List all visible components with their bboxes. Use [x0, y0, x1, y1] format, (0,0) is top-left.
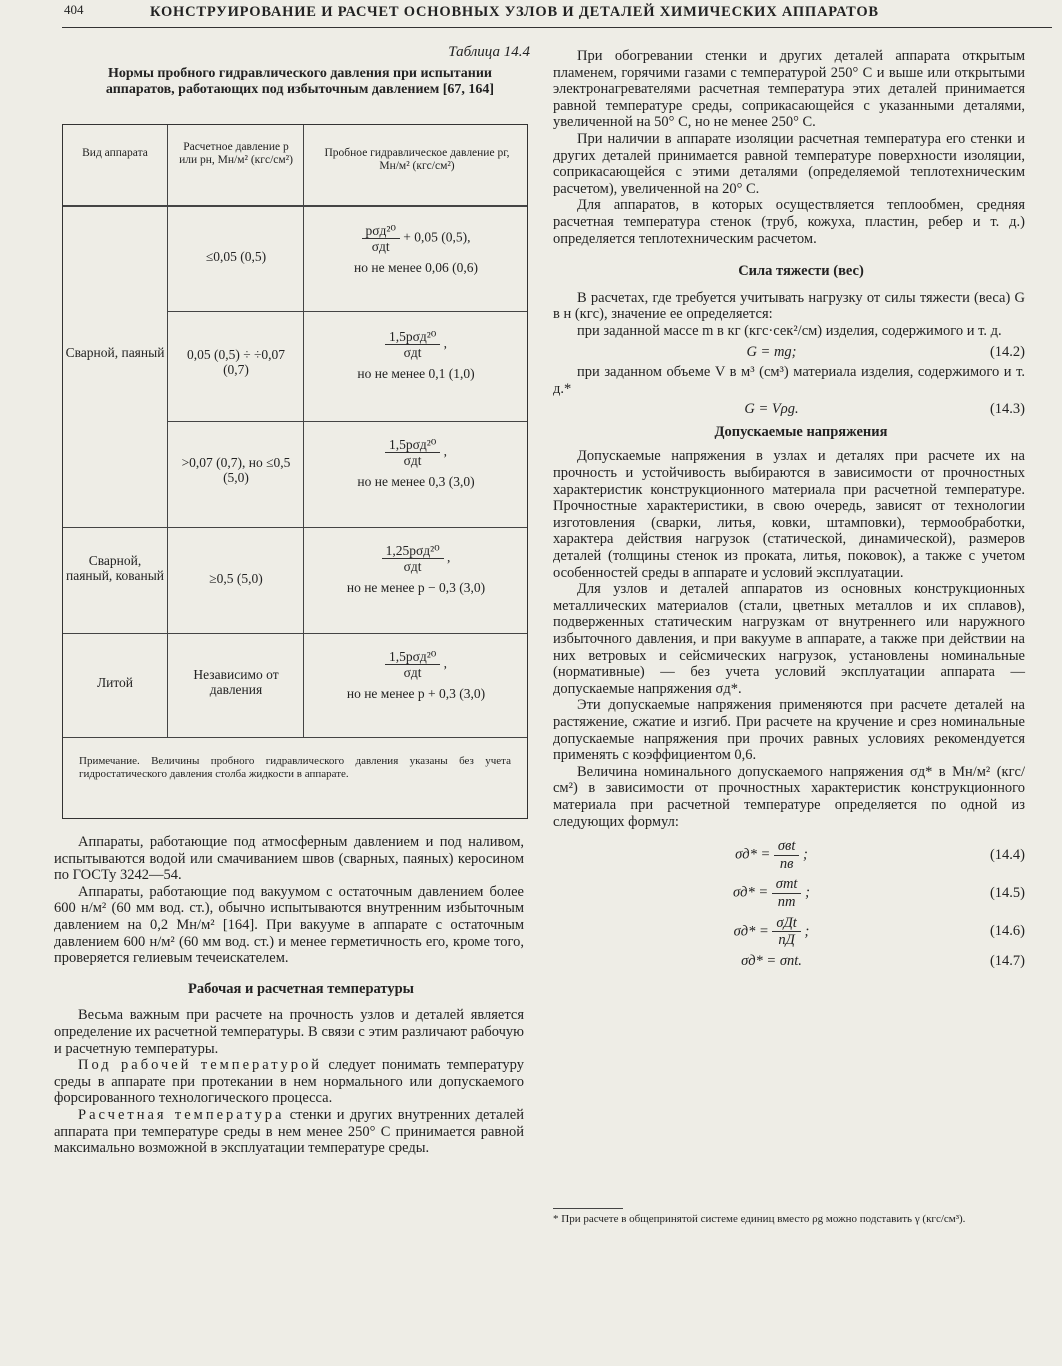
formula-fraction: $\frac{\text{1,25pσд²⁰}}{\text{σдt}}$	[382, 543, 444, 574]
equation-14-7: σд* = σпt. (14.7)	[741, 952, 1025, 969]
page-number: 404	[64, 2, 84, 17]
paragraph: Расчетная температура стенки и других внутренних деталей аппарата при температуре среды в нем менее 250° С принимается равной максимально возможной в эксплуатации температуре среды.	[54, 1106, 524, 1157]
design-pressure-4: ≥0,5 (5,0)	[209, 571, 263, 586]
formula-fraction: $\frac{\text{1,5pσд²⁰}}{\text{σдt}}$	[385, 329, 440, 360]
formula-fraction: $\frac{\text{1,5pσд²⁰}}{\text{σдt}}$	[385, 649, 440, 680]
row-divider	[63, 527, 527, 528]
formula-fraction: $\frac{\text{pσд²⁰}}{\text{σдt}}$	[362, 223, 400, 254]
design-pressure-2: 0,05 (0,5) ÷ ÷0,07 (0,7)	[186, 347, 286, 377]
type-welded: Сварной, паяный	[65, 345, 165, 360]
test-pressure-1: $\frac{\text{pσд²⁰}}{\text{σдt}}$ + 0,05 (0,5), но не менее 0,06 (0,6)	[354, 223, 478, 275]
table-note: Примечание. Величины пробного гидравлического давления указаны без учета гидростатического давления столба жидкости в аппарате.	[79, 755, 511, 780]
row-divider	[63, 633, 527, 634]
table-bottom-rule	[63, 737, 527, 738]
paragraph: Величина номинального допускаемого напряжения σд* в Мн/м² (кгс/см²) в зависимости от прочностных характеристик конструкционного материала при расчетной температуре определяется по одной из следующих формул:	[553, 763, 1025, 830]
equation-14-5: σд* = $\frac{\text{σтt}}{nт}$ ; (14.5)	[733, 876, 1025, 910]
row-divider	[167, 311, 527, 312]
paragraph: Под рабочей температурой следует понимать температуру среды в аппарате при протекании в нем нормального или допускаемого форсированного технологического процесса.	[54, 1057, 524, 1107]
footnote: * При расчете в общепринятой системе единиц вместо ρg можно подставить γ (кгс/см³).	[553, 1208, 1025, 1226]
col-divider	[303, 125, 304, 737]
header-design-pressure: Расчетное давление p или pн, Мн/м² (кгс/см²)	[179, 141, 293, 166]
pressure-table	[62, 124, 528, 819]
test-pressure-2: $\frac{\text{1,5pσд²⁰}}{\text{σдt}}$ , но не менее 0,1 (1,0)	[357, 329, 475, 381]
left-column-text	[54, 834, 524, 1157]
section-heading: Допускаемые напряжения	[714, 423, 888, 440]
type-forged: Сварной, паяный, кованый	[65, 553, 165, 583]
paragraph: Для узлов и деталей аппаратов из основных конструкционных металлических материалов (стали, цветных металлов и их сплавов), подверженных статическим нагрузкам от внутреннего или наружного избыточного давления, и при вакууме в аппарате, а также при действии на них ветровых и сейсмических нагрузок, установлены номинальные (нормативные) — без учета условий эксплуатации аппарата — допускаемые напряжения σд*.	[553, 581, 1025, 697]
paragraph: Весьма важным при расчете на прочность узлов и деталей является определение их расчетной температуры. В связи с этим различают рабочую и расчетную температуры.	[54, 1007, 524, 1057]
right-column-text	[553, 48, 1025, 973]
row-divider	[167, 421, 527, 422]
section-heading: Рабочая и расчетная температуры	[188, 980, 414, 997]
equation-14-4: σд* = $\frac{\text{σвt}}{nв}$ ; (14.4)	[735, 838, 1025, 872]
formula-fraction: $\frac{\text{1,5pσд²⁰}}{\text{σдt}}$	[385, 437, 440, 468]
header-divider	[63, 205, 527, 207]
paragraph: при заданном объеме V в м³ (см³) материала изделия, содержимого и т. д.*	[553, 364, 1025, 397]
paragraph: Допускаемые напряжения в узлах и деталях при расчете их на прочность и устойчивость выбираются в зависимости от прочностных характеристик конструкционного материала при расчетной температуре. Прочностные характеристики, в свою очередь, зависят от технологии изготовления (сварки, литья, ковки, штамповки), термообработки, характера действия нагрузок (статической, динамической), размеров деталей (толщины стенок из проката, литья, поковок), а также с учетом особенностей среды в аппарате и условий эксплуатации.	[553, 448, 1025, 581]
table-title: Нормы пробного гидравлического давления при испытании аппаратов, работающих под избыточным давлением [67, 164]	[105, 66, 495, 97]
equation-14-3: G = Vρg. (14.3)	[744, 401, 1025, 418]
footnote-rule	[553, 1208, 623, 1209]
paragraph: Эти допускаемые напряжения применяются при расчете деталей на растяжение, сжатие и изгиб. При расчете на кручение и срез номинальные допускаемые напряжения при прочих равных условиях рекомендуется применять с коэффициентом 0,6.	[553, 697, 1025, 764]
paragraph: При обогревании стенки и других деталей аппарата открытым пламенем, горячими газами с температурой 250° С и выше или открытыми электронагревателями расчетная температура этих деталей принимается равной температуре среды, соприкасающейся с указанными деталями, увеличенной на 50° С, но не менее 250° С.	[553, 48, 1025, 131]
test-pressure-5: $\frac{\text{1,5pσд²⁰}}{\text{σдt}}$ , но не менее p + 0,3 (3,0)	[346, 649, 486, 701]
page-header	[0, 0, 1062, 34]
paragraph: При наличии в аппарате изоляции расчетная температура его стенки и других деталей принимается равной температуре поверхности изоляции, соприкасающейся с этими деталями (определяемой теплотехническим расчетом), увеличенной на 20° С.	[553, 130, 1025, 197]
paragraph: при заданной массе m в кг (кгс·сек²/см) изделия, содержимого и т. д.	[577, 322, 1002, 339]
col-divider	[167, 125, 168, 737]
paragraph: В расчетах, где требуется учитывать нагрузку от силы тяжести (веса) G в н (кгс), значение ее определяется:	[553, 289, 1025, 323]
test-pressure-3: $\frac{\text{1,5pσд²⁰}}{\text{σдt}}$ , но не менее 0,3 (3,0)	[357, 437, 475, 489]
table-label: Таблица 14.4	[448, 44, 530, 60]
design-pressure-3: >0,07 (0,7), но ≤0,5 (5,0)	[181, 455, 291, 485]
paragraph: Аппараты, работающие под вакуумом с остаточным давлением более 600 н/м² (60 мм вод. ст.), обычно испытываются внутренним избыточным давлением на 0,2 Мн/м² [164]. При вакууме в аппарате с остаточным давлением 600 н/м² (60 мм вод. ст.) и менее герметичность его, кроме того, проверяется гелиевым течеискателем.	[54, 883, 524, 967]
running-title: КОНСТРУИРОВАНИЕ И РАСЧЕТ ОСНОВНЫХ УЗЛОВ И ДЕТАЛЕЙ ХИМИЧЕСКИХ АППАРАТОВ	[150, 4, 879, 20]
test-pressure-4: $\frac{\text{1,25pσд²⁰}}{\text{σдt}}$ , но не менее p − 0,3 (3,0)	[346, 543, 486, 595]
section-heading: Сила тяжести (вес)	[738, 263, 864, 280]
header-test-pressure: Пробное гидравлическое давление pг, Мн/м² (кгс/см²)	[324, 147, 510, 172]
design-pressure-5: Независимо от давления	[193, 667, 279, 697]
equation-14-6: σд* = $\frac{\text{σДt}}{nД}$ ; (14.6)	[733, 914, 1025, 949]
equation-14-2: G = mg; (14.2)	[746, 343, 1025, 360]
type-cast: Литой	[96, 675, 134, 690]
paragraph: Для аппаратов, в которых осуществляется теплообмен, средняя расчетная температура стенок (труб, кожуха, пластин, ребер и т. д.) определяется теплотехническим расчетом.	[553, 197, 1025, 247]
header-type: Вид аппарата	[82, 147, 148, 159]
paragraph: Аппараты, работающие под атмосферным давлением и под наливом, испытываются водой или смачиванием швов (сварных, паяных) керосином по ГОСТу 3242—54.	[54, 834, 524, 884]
design-pressure-1: ≤0,05 (0,5)	[205, 249, 267, 264]
header-rule	[62, 27, 1052, 28]
